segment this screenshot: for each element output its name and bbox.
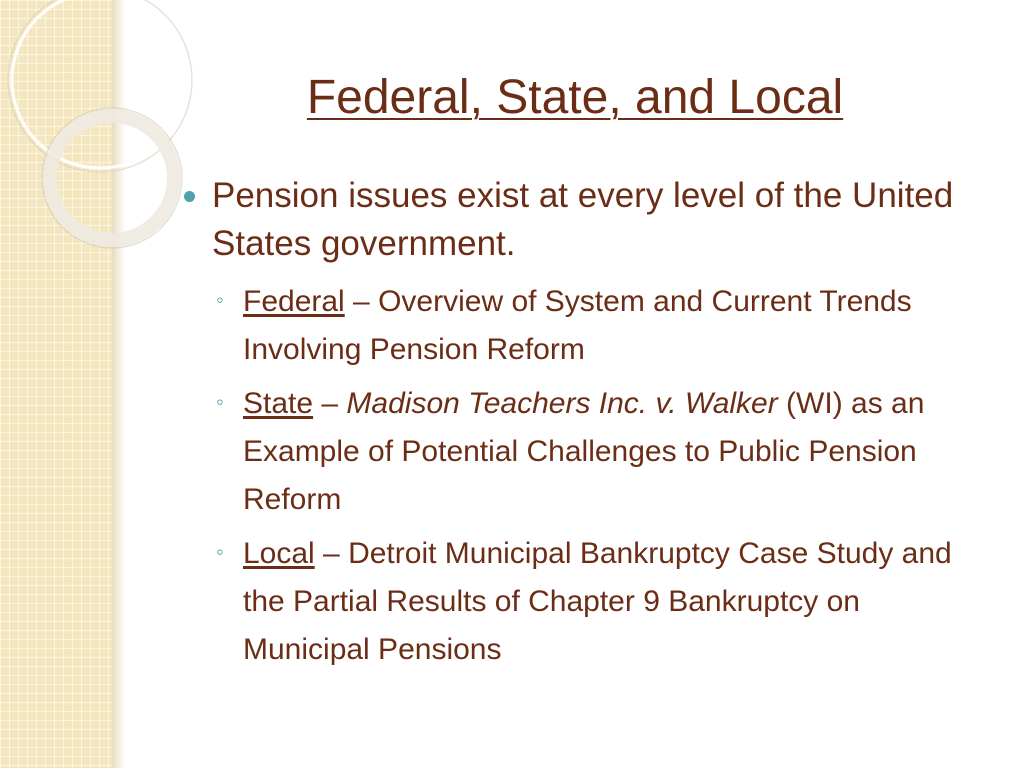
- subbullet-separator: –: [314, 537, 349, 570]
- subbullet-separator: –: [344, 285, 379, 318]
- decorative-rings: [0, 0, 200, 260]
- hollow-circle-bullet-icon: ◦: [216, 389, 224, 414]
- subbullet-label-state: State: [243, 387, 314, 420]
- bullet-item: [180, 172, 980, 268]
- subbullet-local: [180, 530, 980, 674]
- subbullet-label-local: Local: [243, 537, 315, 570]
- subbullet-state: [180, 380, 980, 524]
- subbullet-federal: [180, 278, 980, 374]
- hollow-circle-bullet-icon: ◦: [216, 539, 224, 564]
- subbullet-text-state: (WI) as an Example of Potential Challenges to Public Pension Reform: [243, 387, 925, 516]
- subbullet-separator: –: [313, 387, 347, 420]
- subbullet-label-federal: Federal: [243, 285, 345, 318]
- slide-body: [180, 172, 980, 680]
- subbullet-text-federal: Overview of System and Current Trends Involving Pension Reform: [243, 285, 912, 366]
- case-name: Madison Teachers Inc. v. Walker: [346, 387, 778, 420]
- small-ring: [50, 116, 174, 240]
- slide-title: Federal, State, and Local: [306, 71, 844, 124]
- subbullet-text-local: Detroit Municipal Bankruptcy Case Study and the Partial Results of Chapter 9 Bankruptcy on Municipal Pensions: [243, 537, 952, 666]
- small-ring-outline: [42, 108, 182, 248]
- bullet-text: Pension issues exist at every level of the United States government.: [212, 176, 954, 263]
- hollow-circle-bullet-icon: ◦: [216, 287, 224, 312]
- filled-circle-bullet-icon: [184, 191, 195, 202]
